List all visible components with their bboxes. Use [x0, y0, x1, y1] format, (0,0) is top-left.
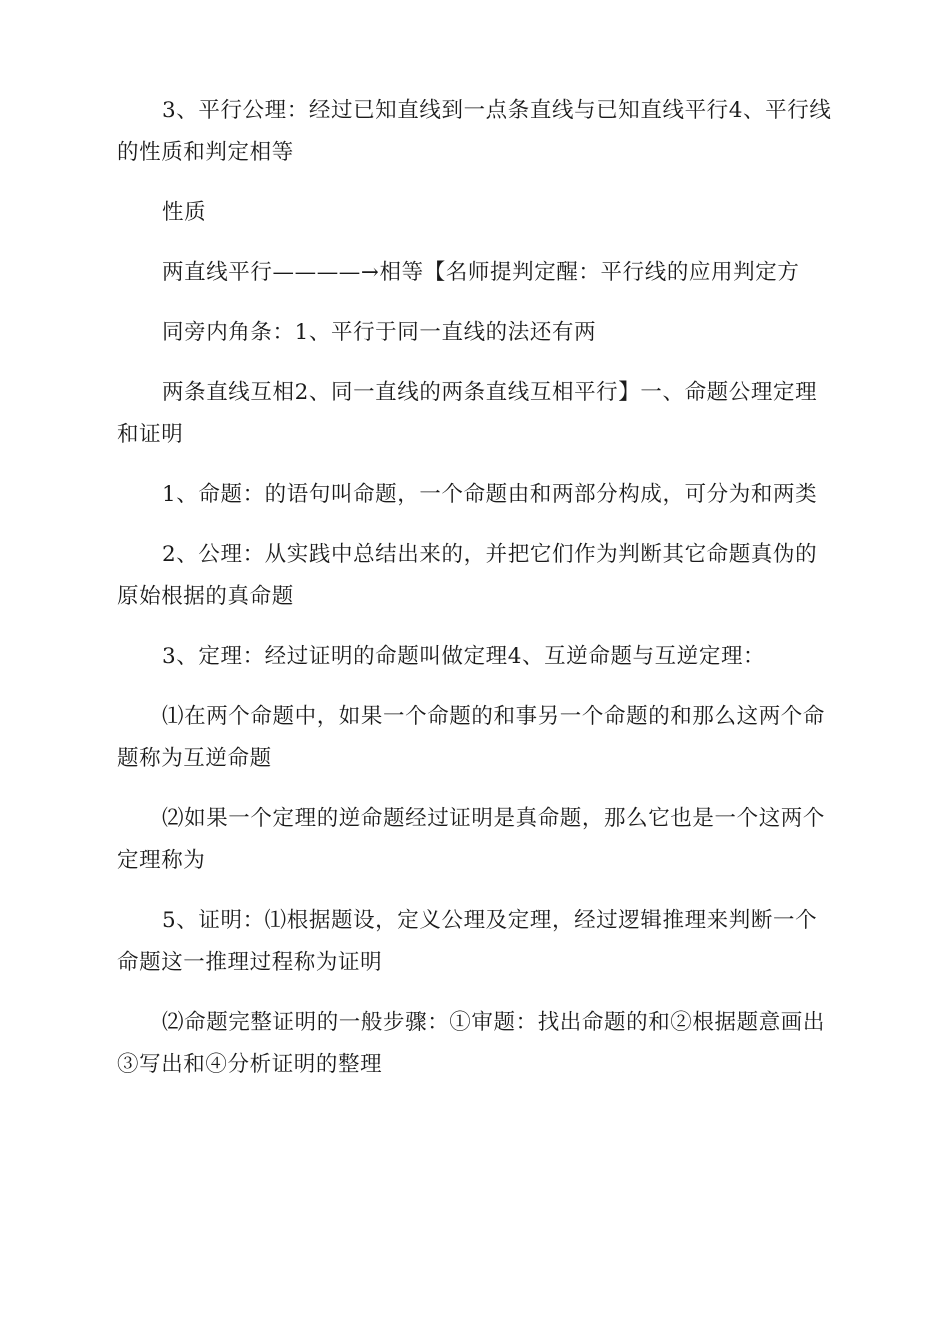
paragraph-proposition-definition: 1、命题：的语句叫命题，一个命题由和两部分构成，可分为和两类	[162, 482, 818, 507]
paragraph-proof-steps: ⑵命题完整证明的一般步骤：①审题：找出命题的和②根据题意画出③写出和④分析证明的整理	[117, 1010, 826, 1077]
document-page	[117, 90, 833, 1086]
paragraph-converse-propositions: ⑴在两个命题中，如果一个命题的和事另一个命题的和那么这两个命题称为互逆命题	[117, 704, 826, 771]
paragraph-property-label: 性质	[162, 200, 207, 225]
paragraph-parallel-lines-equal: 两直线平行————→相等【名师提判定醒：平行线的应用判定方	[162, 260, 800, 285]
paragraph-theorem-definition: 3、定理：经过证明的命题叫做定理4、互逆命题与互逆定理：	[162, 644, 766, 669]
paragraph-propositions-heading: 两条直线互相2、同一直线的两条直线互相平行】一、命题公理定理和证明	[117, 380, 818, 447]
paragraph-converse-theorems: ⑵如果一个定理的逆命题经过证明是真命题，那么它也是一个这两个定理称为	[117, 806, 826, 873]
paragraph-same-side-interior: 同旁内角条：1、平行于同一直线的法还有两	[162, 320, 597, 345]
paragraph-parallel-axiom: 3、平行公理：经过已知直线到一点条直线与已知直线平行4、平行线的性质和判定相等	[117, 98, 832, 165]
paragraph-axiom-definition: 2、公理：从实践中总结出来的，并把它们作为判断其它命题真伪的原始根据的真命题	[117, 542, 818, 609]
paragraph-proof-definition: 5、证明：⑴根据题设，定义公理及定理，经过逻辑推理来判断一个命题这一推理过程称为证明	[117, 908, 818, 975]
